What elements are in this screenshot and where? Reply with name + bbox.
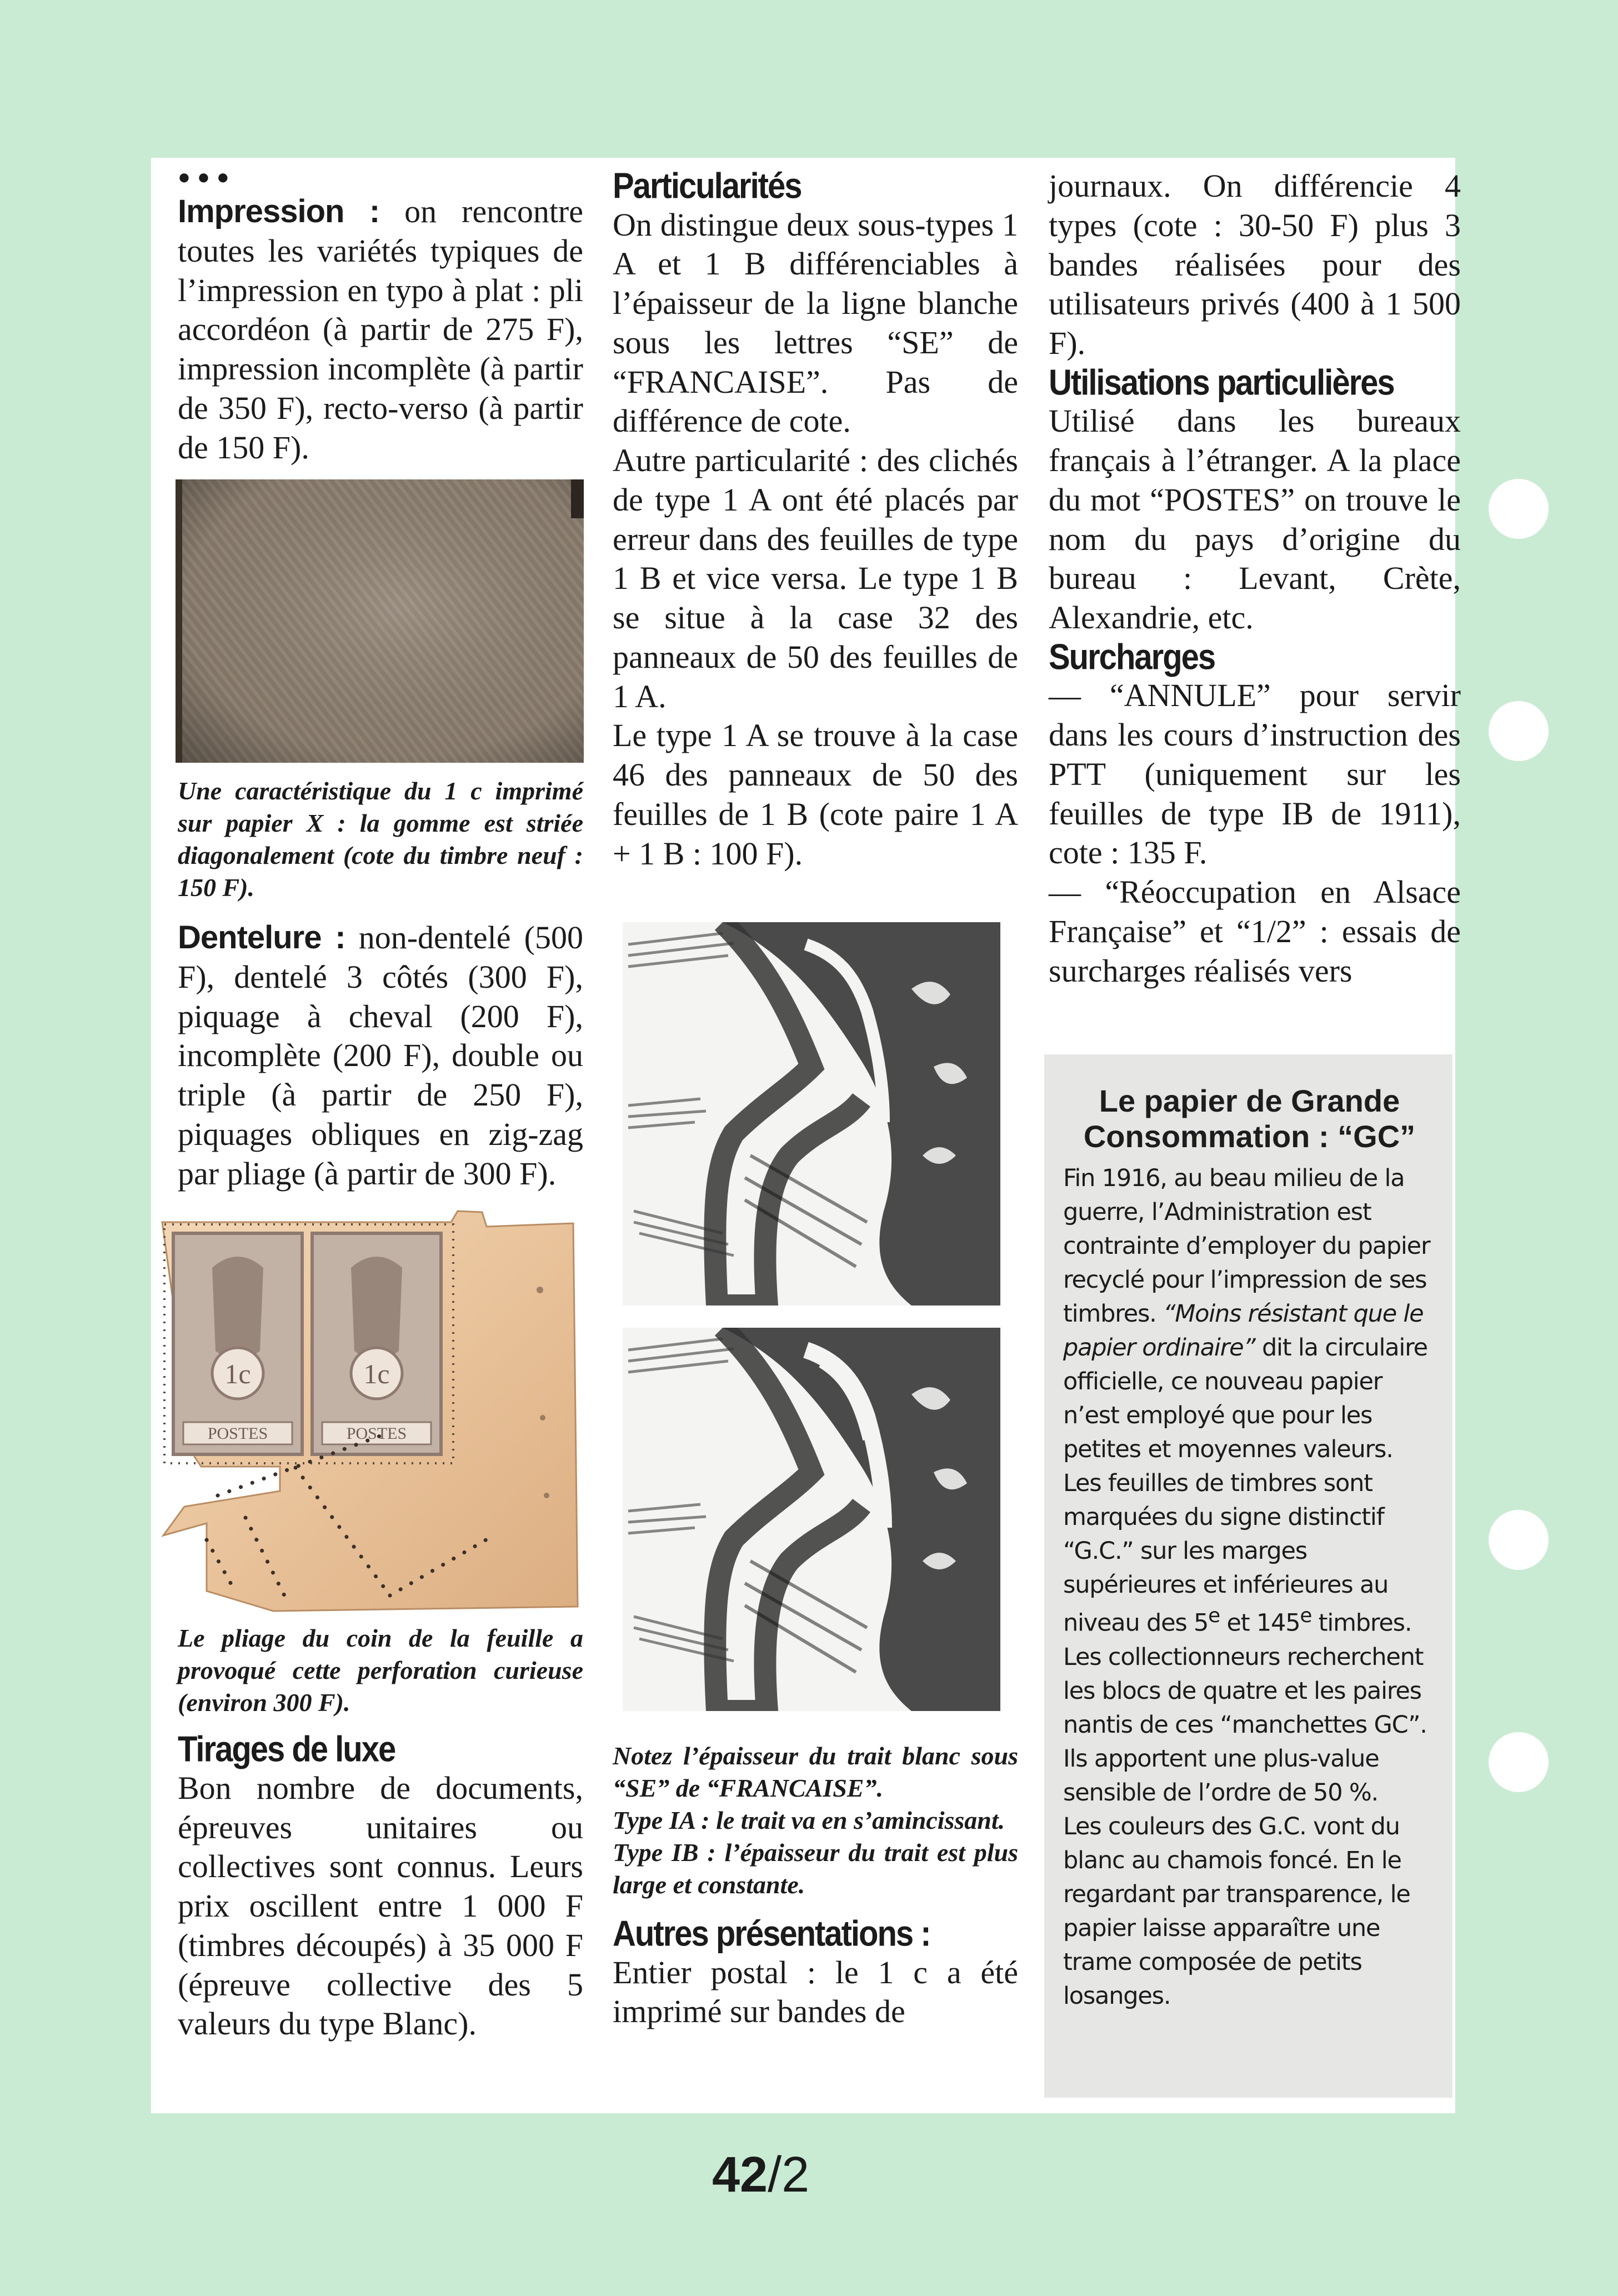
particularites-p1: On distingue deux sous-types 1 A et 1 B différenciables à l’épaisseur de la ligne blanche sous les lettres “SE” de “FRANCAISE”. Pas de différence de cote.	[613, 206, 1018, 439]
stamp-1c-left	[173, 1233, 302, 1454]
particularites-p2: Autre particularité : des clichés de type 1 A ont été placés par erreur dans des feuilles de type 1 B et vice versa. Le type 1 B se situe à la case 32 des panneaux de 50 des feuilles de 1 A.	[613, 442, 1018, 714]
impression-paragraph: Impression : on rencontre toutes les variétés typiques de l’impression en typo à plat : pli accordéon (à partir de 275 F), impression incomplète (à partir de 350 F), recto-verso (à partir de 150 F).	[178, 193, 583, 466]
surcharges-p1: — “ANNULE” pour servir dans les cours d’instruction des PTT (uniquement sur les feuilles de type IB de 1911), cote : 135 F.	[1049, 677, 1461, 871]
particularites-p3: Le type 1 A se trouve à la case 46 des panneaux de 50 des feuilles de 1 B (cote paire 1 A + 1 B : 100 F).	[613, 717, 1018, 872]
column-right	[1049, 167, 1461, 991]
impression-label: Impression :	[178, 193, 380, 229]
dentelure-paragraph: Dentelure : non-dentelé (500 F), dentelé 3 côtés (300 F), piquage à cheval (200 F), incomplète (200 F), double ou triple (à partir de 250 F), piquages obliques en zig-zag par pliage (à partir de 300 F).	[178, 919, 583, 1192]
tirages-paragraph: Bon nombre de documents, épreuves unitaires ou collectives sont connus. Leurs prix oscillent entre 1 000 F (timbres découpés) à 35 000 F (épreuve collective des 5 valeurs du type Blanc).	[178, 1769, 583, 2042]
binder-hole	[1489, 479, 1549, 539]
sidebar-quote: “Moins résistant que le papier ordinaire”	[1063, 1299, 1424, 1362]
heading-tirages-de-luxe: Tirages de luxe	[178, 1729, 395, 1770]
autres-paragraph: Entier postal : le 1 c a été imprimé sur bandes de	[613, 1954, 1018, 2030]
caption-type-ib: Type IB : l’épaisseur du trait est plus large et constante.	[613, 1838, 1018, 1899]
heading-surcharges: Surcharges	[1049, 636, 1215, 677]
stamp-postes-text: POSTES	[207, 1424, 268, 1443]
binder-hole	[1489, 1510, 1549, 1570]
stamp-value-text: 1c	[363, 1358, 390, 1390]
gc-paper-sidebar	[1044, 1054, 1452, 2098]
continuation-paragraph: journaux. On différencie 4 types (cote : 30-50 F) plus 3 bandes réalisées pour des utilisateurs privés (400 à 1 500 F).	[1049, 168, 1461, 361]
heading-particularites: Particularités	[613, 166, 802, 206]
sidebar-p1: Fin 1916, au beau milieu de la guerre, l’Administration est contrainte d’employer du papier recyclé pour l’impression de ses timbres. “Moins résistant que le papier ordinaire” dit la circulaire officielle, ce nouveau papier n’est employé que pour les petites et moyennes valeurs. Les feuilles de timbres sont marquées du signe distinctif “G.C.” sur les marges supérieures et inférieures au niveau des 5e et 145e timbres.	[1063, 1164, 1430, 1637]
heading-autres-presentations: Autres présentations :	[613, 1913, 930, 1954]
caption-type-ia: Type IA : le trait va en s’amincissant.	[613, 1806, 1005, 1835]
heading-utilisations: Utilisations particulières	[1049, 362, 1394, 403]
stamp-postes-text: POSTES	[346, 1424, 407, 1443]
column-left	[178, 167, 583, 2044]
column-middle	[613, 167, 1018, 2032]
caption-gum: Une caractéristique du 1 c imprimé sur papier X : la gomme est striée diagonalement (cote du timbre neuf : 150 F).	[178, 777, 583, 902]
section-dots: ●●●	[178, 166, 236, 189]
sidebar-p2: Les collectionneurs recherchent les blocs de quatre et les paires nantis de ces “manchettes GC”. Ils apportent une plus-value sensible de l’ordre de 50 %.	[1063, 1643, 1427, 1807]
gum-texture-photo	[176, 479, 584, 763]
stamp-1c-right	[312, 1233, 441, 1454]
surcharges-p2: — “Réoccupation en Alsace Française” et “1/2” : essais de surcharges réalisés vers	[1049, 874, 1461, 989]
utilisations-paragraph: Utilisé dans les bureaux français à l’étranger. A la place du mot “POSTES” on trouve le nom du pays d’origine du bureau : Levant, Crète, Alexandrie, etc.	[1049, 403, 1461, 636]
page-number: 42/2	[712, 2147, 810, 2203]
caption-type-comparison: Notez l’épaisseur du trait blanc sous “SE” de “FRANCAISE”.	[613, 1742, 1018, 1803]
sidebar-p3: Les couleurs des G.C. vont du blanc au chamois foncé. En le regardant par transparence, le papier laisse apparaître une trame composée de petits losanges.	[1063, 1813, 1410, 2010]
type-1a-closeup	[623, 922, 1000, 1305]
dentelure-label: Dentelure :	[178, 919, 345, 956]
binder-hole	[1489, 701, 1549, 761]
stamp-value-text: 1c	[224, 1358, 251, 1390]
binder-hole	[1489, 1732, 1549, 1792]
caption-folded-corner: Le pliage du coin de la feuille a provoqué cette perforation curieuse (environ 300 F).	[178, 1624, 583, 1717]
type-1b-closeup	[623, 1328, 1000, 1711]
folded-sheet-photo	[151, 1207, 584, 1612]
sidebar-title: Le papier de Grande Consommation : “GC”	[1083, 1083, 1416, 1154]
